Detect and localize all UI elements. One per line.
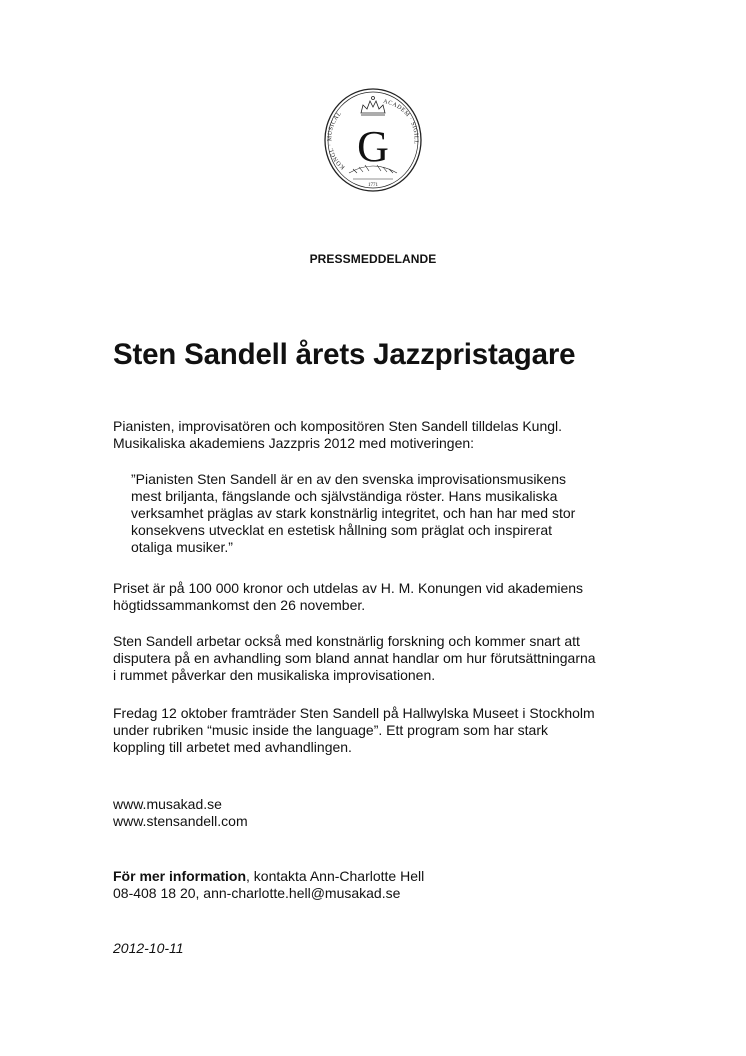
research-line: i rummet påverkar den musikaliska improvisationen.: [113, 667, 436, 683]
intro-line: Pianisten, improvisatören och kompositören Sten Sandell tilldelas Kungl.: [113, 418, 563, 434]
event-line: Fredag 12 oktober framträder Sten Sandell på Hallwylska Museet i Stockholm: [113, 705, 595, 721]
quote-line: otaliga musiker.”: [131, 539, 233, 555]
contact-bold-lead: För mer information: [113, 868, 247, 884]
quote-block: [131, 471, 691, 556]
quote-line: mest briljanta, fängslande och självständiga röster. Hans musikaliska: [131, 488, 558, 504]
quote-line: ”Pianisten Sten Sandell är en av den svenska improvisationsmusikens: [131, 471, 567, 487]
event-paragraph: [113, 705, 673, 756]
prize-paragraph: [113, 580, 673, 614]
link-musakad[interactable]: www.musakad.se: [113, 796, 222, 812]
intro-paragraph: [113, 418, 673, 452]
prize-line: Priset är på 100 000 kronor och utdelas av H. M. Konungen vid akademiens: [113, 580, 584, 596]
seal-right-text: ACADEM · SIGILL: [382, 98, 419, 145]
quote-line: verksamhet präglas av stark konstnärlig integritet, och han har med stor: [131, 505, 576, 521]
research-line: Sten Sandell arbetar också med konstnärlig forskning och kommer snart att: [113, 633, 580, 649]
contact-details[interactable]: 08-408 18 20, ann-charlotte.hell@musakad.se: [113, 885, 401, 901]
document-date: 2012-10-11: [113, 940, 184, 956]
event-line: under rubriken “music inside the language”. Ett program som har stark: [113, 722, 548, 738]
academy-seal-logo: [323, 87, 423, 193]
svg-text:KONGL · MUSICAL: [327, 111, 346, 170]
event-line: koppling till arbetet med avhandlingen.: [113, 739, 352, 755]
contact-line: [113, 868, 673, 885]
quote-line: konsekvens utvecklat en estetisk hållning som präglat och inspirerat: [131, 522, 552, 538]
seal-left-text: KONGL · MUSICAL: [327, 110, 347, 171]
research-line: disputera på en avhandling som bland annat handlar om hur förutsättningarna: [113, 650, 596, 666]
page-title: Sten Sandell årets Jazzpristagare: [113, 338, 576, 371]
contact-rest: , kontakta Ann-Charlotte Hell: [246, 868, 425, 884]
intro-line: Musikaliska akademiens Jazzpris 2012 med motiveringen:: [113, 435, 475, 451]
seal-letter: G: [357, 122, 389, 171]
links-block: [113, 796, 673, 830]
contact-block: [113, 868, 673, 902]
link-stensandell[interactable]: www.stensandell.com: [113, 813, 248, 829]
research-paragraph: [113, 633, 673, 684]
prize-line: högtidssammankomst den 26 november.: [113, 597, 366, 613]
seal-year: 1771: [368, 183, 378, 188]
document-label: PRESSMEDDELANDE: [309, 252, 437, 266]
